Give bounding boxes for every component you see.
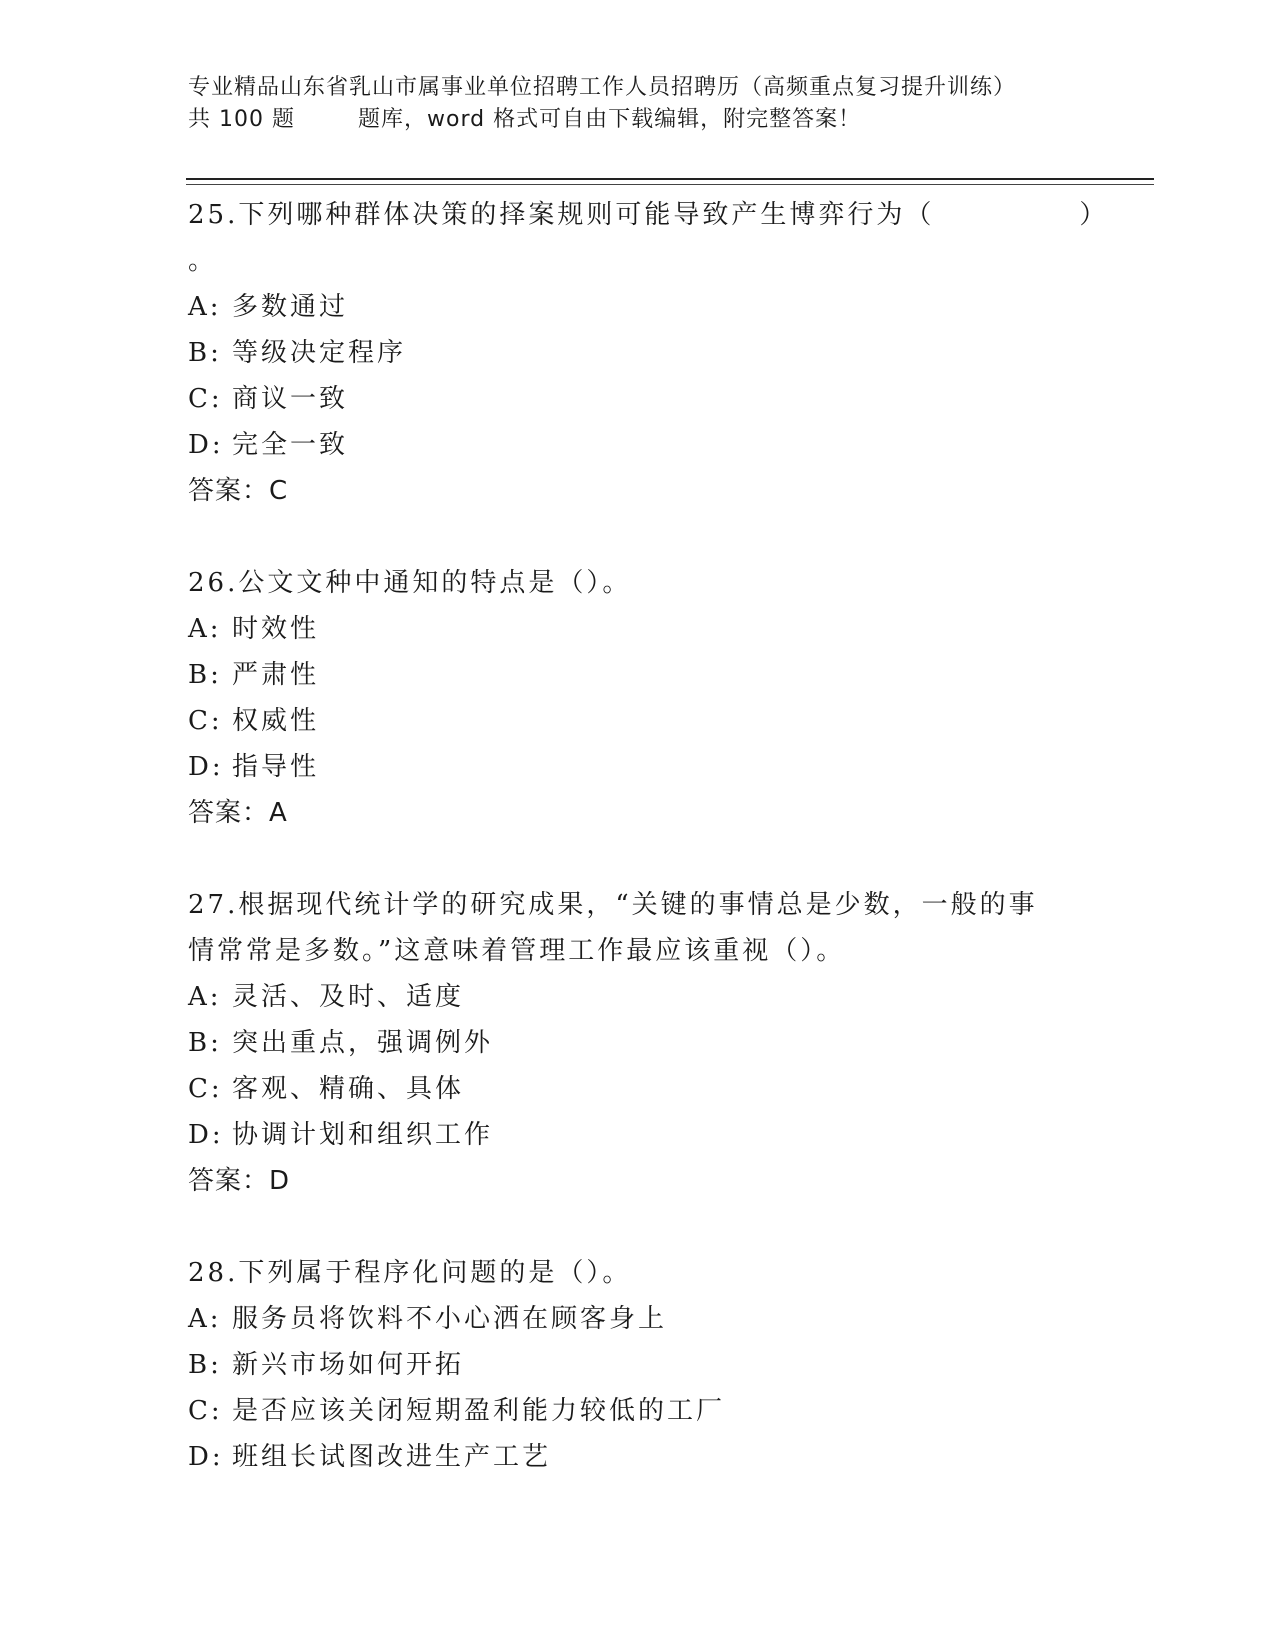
option-text: 严肃性: [232, 660, 320, 690]
option-text: 班组长试图改进生产工艺: [232, 1442, 552, 1472]
question-list: [188, 192, 1148, 1480]
option-d: [188, 1112, 1148, 1158]
option-key: B:: [188, 338, 222, 368]
option-c: [188, 1388, 1148, 1434]
answer-line: 答案：D: [188, 1166, 291, 1196]
option-key: C:: [188, 1396, 223, 1426]
option-a: [188, 284, 1148, 330]
option-text: 是否应该关闭短期盈利能力较低的工厂: [232, 1396, 726, 1426]
option-text: 新兴市场如何开拓: [232, 1350, 465, 1380]
question-stem: [188, 1250, 1148, 1296]
header-divider-thin: [186, 184, 1154, 185]
option-a: [188, 974, 1148, 1020]
option-text: 时效性: [232, 614, 320, 644]
header-description: 题库，word 格式可自由下载编辑，附完整答案！: [358, 107, 862, 132]
option-text: 指导性: [232, 752, 320, 782]
option-text: 等级决定程序: [232, 338, 407, 368]
header-subtitle-line: [188, 104, 1088, 136]
header-divider-thick: [186, 178, 1154, 180]
option-d: [188, 1434, 1148, 1480]
option-b: [188, 330, 1148, 376]
option-d: [188, 744, 1148, 790]
option-key: C:: [188, 706, 223, 736]
option-text: 商议一致: [232, 384, 349, 414]
question-spacer: [188, 1204, 1148, 1250]
question-stem-text: 28.下列属于程序化问题的是（）。: [188, 1258, 632, 1288]
option-key: A:: [188, 982, 222, 1012]
option-key: A:: [188, 1304, 222, 1334]
question-item: [188, 560, 1148, 836]
question-item: [188, 882, 1148, 1204]
option-c: [188, 376, 1148, 422]
option-text: 权威性: [232, 706, 320, 736]
option-a: [188, 606, 1148, 652]
question-stem: [188, 192, 1148, 284]
option-key: B:: [188, 660, 222, 690]
question-stem-text: 26.公文文种中通知的特点是（）。: [188, 568, 632, 598]
option-text: 完全一致: [232, 430, 349, 460]
option-c: [188, 698, 1148, 744]
option-key: C:: [188, 384, 223, 414]
option-text: 灵活、及时、适度: [232, 982, 465, 1012]
option-key: A:: [188, 292, 222, 322]
question-item: [188, 1250, 1148, 1480]
question-stem-tail: 。: [188, 246, 218, 276]
answer-line: 答案：A: [188, 798, 288, 828]
option-key: B:: [188, 1028, 222, 1058]
answer-line: 答案：C: [188, 476, 289, 506]
option-text: 突出重点，强调例外: [232, 1028, 494, 1058]
option-key: D:: [188, 430, 224, 460]
option-c: [188, 1066, 1148, 1112]
option-a: [188, 1296, 1148, 1342]
header-title-line: 专业精品山东省乳山市属事业单位招聘工作人员招聘历（高频重点复习提升训练）: [188, 75, 1017, 100]
option-key: D:: [188, 752, 224, 782]
option-text: 多数通过: [232, 292, 349, 322]
question-stem-text: 27.根据现代统计学的研究成果，“关键的事情总是少数，一般的事情常常是多数。”这意味着管理工作最应该重视（）。: [188, 890, 1038, 966]
document-header: [188, 72, 1088, 136]
option-b: [188, 652, 1148, 698]
question-stem: [188, 560, 1148, 606]
option-key: D:: [188, 1442, 224, 1472]
question-spacer: [188, 836, 1148, 882]
question-spacer: [188, 514, 1148, 560]
question-count: 共 100 题: [188, 107, 295, 132]
option-text: 协调计划和组织工作: [232, 1120, 494, 1150]
option-text: 客观、精确、具体: [232, 1074, 465, 1104]
option-b: [188, 1020, 1148, 1066]
question-item: [188, 192, 1148, 514]
question-stem: [188, 882, 1058, 974]
option-key: D:: [188, 1120, 224, 1150]
question-stem-text: 25.下列哪种群体决策的择案规则可能导致产生博弈行为（ ）: [188, 200, 1109, 230]
option-b: [188, 1342, 1148, 1388]
option-text: 服务员将饮料不小心洒在顾客身上: [232, 1304, 668, 1334]
option-key: C:: [188, 1074, 223, 1104]
option-d: [188, 422, 1148, 468]
option-key: B:: [188, 1350, 222, 1380]
option-key: A:: [188, 614, 222, 644]
